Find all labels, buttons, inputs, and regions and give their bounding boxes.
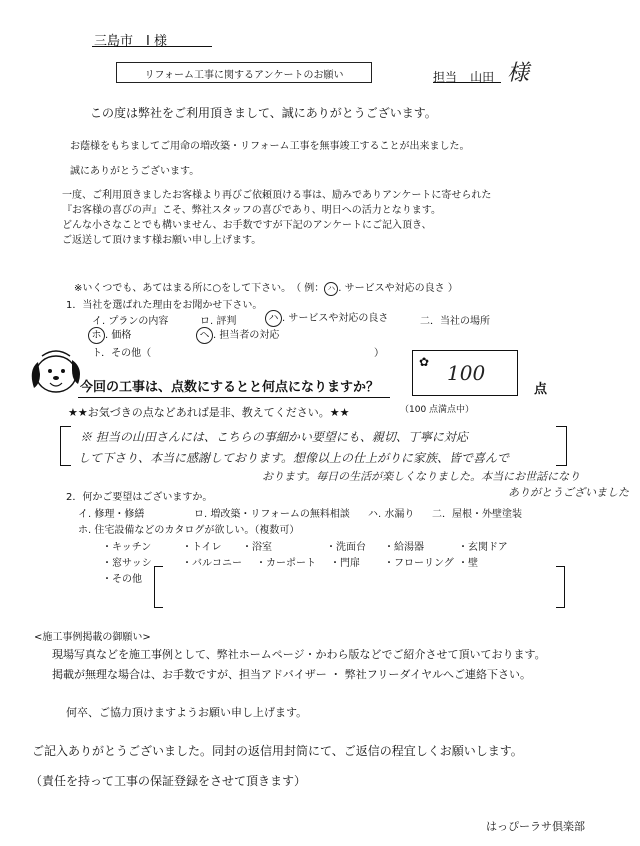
sama-handwritten: 様 — [507, 61, 530, 86]
tanto-label: 担当 — [433, 70, 458, 84]
comment-hand-line-3: おります。毎日の生活が楽しくなりました。本当にお世話になり — [262, 470, 581, 483]
q2-option-i[interactable]: イ. 修理・修繕 — [78, 509, 145, 520]
customer-name-line — [92, 30, 212, 47]
q2-question: 2．何かご要望はございますか。 — [66, 492, 213, 503]
q1-option-ha[interactable]: ハ . サービスや対応の良さ — [265, 309, 388, 327]
footer-thanks: ご記入ありがとうございました。同封の返信用封筒にて、ご返信の程宜しくお願いします。 — [32, 744, 523, 758]
q1-question: 1．当社を選ばれた理由をお聞かせ下さい。 — [66, 300, 263, 311]
dog-mascot-icon — [24, 340, 86, 402]
survey-title: リフォーム工事に関するアンケートのお願い — [144, 70, 344, 81]
score-question: 今回の工事は、点数にするとと何点になりますか？ — [80, 380, 380, 395]
catalog-item-washbasin[interactable]: ・洗面台 — [326, 542, 366, 553]
publish-line-2: 掲載が無理な場合は、お手数ですが、担当アドバイザー ・ 弊社フリーダイヤルへご連絡下さい。 — [52, 668, 531, 681]
q2-option-ho[interactable]: ホ. 住宅設備などのカタログが欲しい。（複数可） — [78, 525, 300, 536]
q1-instruction: ※いくつでも、あてはまる所に○をして下さい。 （ 例： ハ . サービスや対応の良さ ） — [74, 283, 458, 294]
catalog-item-gate[interactable]: ・門扉 — [330, 558, 360, 569]
publish-heading: <施工事例掲載の御願い> — [34, 632, 151, 643]
catalog-item-water-heater[interactable]: ・給湯器 — [384, 542, 424, 553]
intro-line-6: どんな小さなことでも構いません、お手数ですが下記のアンケートにご記入頂き、 — [62, 220, 432, 231]
catalog-item-carport[interactable]: ・カーポート — [256, 558, 316, 569]
survey-title-box — [116, 62, 372, 83]
score-box[interactable] — [412, 350, 518, 396]
q1-option-ni[interactable]: 二．当社の場所 — [420, 316, 490, 327]
other-bracket-left — [154, 566, 163, 608]
catalog-item-wall[interactable]: ・壁 — [458, 558, 478, 569]
tanto-line — [433, 66, 501, 83]
catalog-item-other[interactable]: ・その他 — [102, 574, 142, 585]
customer-name: 三島市 I 様 — [94, 34, 167, 49]
q1-option-to[interactable]: ト．その他（ — [92, 348, 152, 359]
intro-line-7: ご返送して頂けます様お願い申し上げます。 — [62, 235, 262, 246]
comment-hand-line-4: ありがとうございました — [508, 486, 629, 499]
q1-option-he-circle: ヘ — [196, 327, 213, 344]
club-name: はっぴーラサ倶楽部 — [486, 820, 585, 833]
q1-option-i[interactable]: イ. プランの内容 — [92, 316, 169, 327]
q1-option-ha-circle: ハ — [265, 310, 282, 327]
tanto-name: 山田 — [470, 70, 495, 84]
q2-option-ni[interactable]: 二．屋根・外壁塗装 — [432, 509, 522, 520]
catalog-item-balcony[interactable]: ・バルコニー — [182, 558, 242, 569]
footer-warranty: （責任を持って工事の保証登録をさせて頂きます） — [30, 774, 307, 788]
publish-line-3: 何卒、ご協力頂けますようお願い申し上げます。 — [66, 706, 308, 719]
score-unit: 点 — [534, 382, 548, 397]
catalog-item-entrance-door[interactable]: ・玄関ドア — [458, 542, 508, 553]
comment-bracket-left — [60, 426, 71, 466]
q2-option-ha[interactable]: ハ. 水漏り — [368, 509, 415, 520]
publish-line-1: 現場写真などを施工事例として、弊社ホームページ・かわら版などでご紹介させて頂いております。 — [52, 648, 546, 661]
catalog-item-kitchen[interactable]: ・キッチン — [102, 542, 152, 553]
other-bracket-right — [556, 566, 565, 608]
flower-icon: ✿ — [419, 355, 430, 369]
catalog-item-flooring[interactable]: ・フローリング — [384, 558, 454, 569]
q2-option-ro[interactable]: ロ. 増改築・リフォームの無料相談 — [194, 509, 350, 520]
score-question-underline — [78, 397, 390, 398]
comment-hand-line-1: ※ 担当の山田さんには、こちらの事細かい要望にも、親切、丁寧に対応 — [80, 430, 468, 444]
intro-line-4: 一度、ご利用頂きましたお客様より再びご依頼頂ける事は、励みでありアンケートに寄せられた — [62, 190, 492, 201]
catalog-item-toilet[interactable]: ・トイレ — [182, 542, 222, 553]
comment-prompt: ★★お気づきの点などあれば是非、教えてください。★★ — [68, 406, 350, 419]
q1-option-he[interactable]: ヘ . 担当者の対応 — [196, 326, 279, 344]
q1-option-ho[interactable]: ホ . 価格 — [88, 326, 131, 344]
q1-option-ho-circle: ホ — [88, 327, 105, 344]
comment-bracket-right — [556, 426, 567, 466]
score-note: （100 点満点中） — [400, 405, 475, 415]
catalog-item-window-sash[interactable]: ・窓サッシ — [102, 558, 152, 569]
intro-line-1: この度は弊社をご利用頂きまして、誠にありがとうございます。 — [90, 106, 437, 120]
score-value: 100 — [447, 361, 486, 385]
intro-line-5: 『お客様の喜びの声』こそ、弊社スタッフの喜びであり、明日への活力となります。 — [62, 205, 441, 216]
intro-line-3: 誠にありがとうございます。 — [70, 166, 200, 177]
intro-line-2: お蔭様をもちましてご用命の増改築・リフォーム工事を無事竣工することが出来ました。 — [70, 141, 470, 152]
q1-option-to-close: ） — [374, 348, 384, 359]
q1-option-ro[interactable]: ロ. 評判 — [200, 316, 237, 327]
comment-hand-line-2: して下さり、本当に感謝しております。想像以上の仕上がりに家族、皆で喜んで — [78, 451, 510, 465]
catalog-item-bathroom[interactable]: ・浴室 — [242, 542, 272, 553]
